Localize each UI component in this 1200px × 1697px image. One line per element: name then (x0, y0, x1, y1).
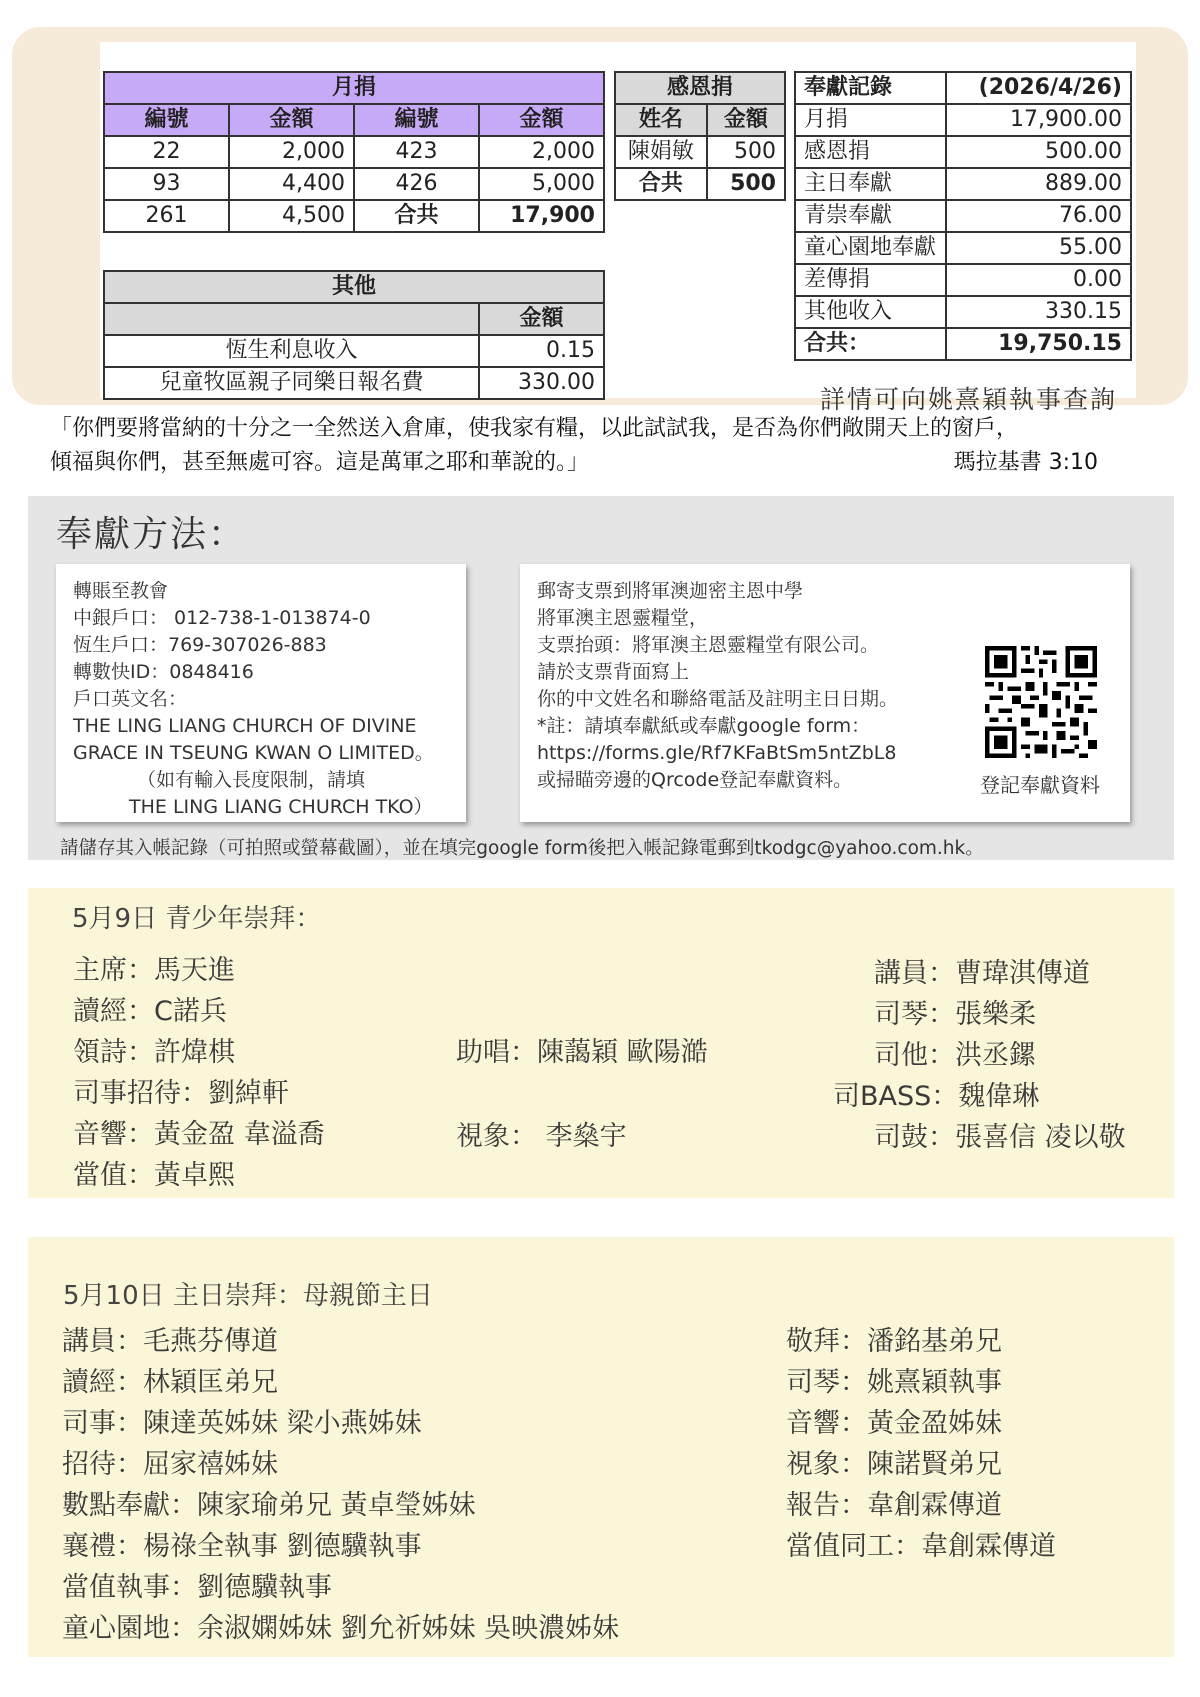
bank-line: 恆生戶口：769-307026-883 (73, 634, 327, 656)
cheque-line: 郵寄支票到將軍澳迦密主恩中學 (537, 580, 804, 602)
column-header: 金額 (229, 104, 354, 136)
column-header: 姓名 (615, 104, 707, 136)
column-header: 金額 (707, 104, 785, 136)
table-cell: 青崇奉獻 (795, 200, 946, 232)
table-cell: 2,000 (479, 136, 604, 168)
bank-line: 轉賬至教會 (73, 580, 169, 602)
qr-caption: 登記奉獻資料 (980, 773, 1100, 797)
youth-guitar: 司他：洪丞鏍 (874, 1040, 1036, 1071)
table-cell: 330.15 (946, 296, 1131, 328)
table-cell: 童心園地奉獻 (795, 232, 946, 264)
table-cell: 恆生利息收入 (104, 335, 479, 367)
table-row (104, 335, 604, 367)
youth-usher: 司事招待：劉綽軒 (73, 1078, 289, 1109)
table-cell: 感恩捐 (795, 136, 946, 168)
cheque-line: 支票抬頭：將軍澳主恩靈糧堂有限公司。 (537, 634, 880, 656)
thanks-total-label: 合共 (615, 168, 707, 200)
table-row (795, 232, 1131, 264)
sunday-duty-item: 當值執事：劉德驥執事 (62, 1572, 332, 1603)
table-cell: 4,500 (229, 200, 354, 232)
thanks-total-value: 500 (707, 168, 785, 200)
bank-line: 戶口英文名： (73, 688, 188, 710)
column-header: 編號 (104, 104, 229, 136)
verse-line: 「你們要將當納的十分之一全然送入倉庫，使我家有糧，以此試試我，是否為你們敞開天上的窗戶， (50, 416, 1019, 441)
cheque-card (520, 564, 1130, 822)
monthly-total-label: 合共 (354, 200, 479, 232)
sunday-duty-item: 報告：韋創霖傳道 (786, 1490, 1002, 1521)
table-cell: 差傳捐 (795, 264, 946, 296)
monthly-total-value: 17,900 (479, 200, 604, 232)
sunday-duty-item: 視象：陳諾賢弟兄 (786, 1449, 1002, 1480)
giving-methods-title: 奉獻方法： (56, 514, 247, 555)
column-header: 金額 (479, 303, 604, 335)
bank-line: 轉數快ID：0848416 (73, 661, 254, 683)
google-form-link[interactable]: https://forms.gle/Rf7KFaBtSm5ntZbL8 (537, 742, 897, 764)
bank-note: THE LING LIANG CHURCH TKO） (129, 796, 433, 818)
qr-code-icon[interactable] (985, 646, 1097, 758)
table-cell: 55.00 (946, 232, 1131, 264)
sunday-duty-item: 數點奉獻：陳家瑜弟兄 黃卓瑩姊妹 (62, 1490, 476, 1521)
table-row (104, 200, 604, 232)
table-cell: 陳娟敏 (615, 136, 707, 168)
offering-record-table (794, 71, 1132, 361)
table-cell: 兒童牧區親子同樂日報名費 (104, 367, 479, 399)
table-row (795, 104, 1131, 136)
cheque-line: 將軍澳主恩靈糧堂， (537, 607, 709, 629)
giving-methods-section (28, 496, 1174, 860)
bank-line: GRACE IN TSEUNG KWAN O LIMITED。 (73, 742, 434, 764)
bank-transfer-card (56, 564, 466, 822)
record-inquiry-note: 詳情可向姚熹穎執事查詢 (820, 385, 1118, 414)
sunday-duty-item: 讀經：林穎匡弟兄 (62, 1367, 278, 1398)
sunday-duty-item: 當值同工：韋創霖傳道 (786, 1531, 1056, 1562)
monthly-offering-table (103, 71, 605, 233)
bank-line: 中銀戶口： 012-738-1-013874-0 (73, 607, 371, 629)
youth-worship-title: 5月9日 青少年崇拜： (72, 904, 322, 934)
table-cell: 889.00 (946, 168, 1131, 200)
sunday-duty-item: 童心園地：余淑嫻姊妹 劉允祈姊妹 吳映濃姊妹 (62, 1613, 620, 1644)
table-cell: 2,000 (229, 136, 354, 168)
giving-methods-footer: 請儲存其入帳記錄（可拍照或螢幕截圖），並在填完google form後把入帳記錄電郵到tkodgc@yahoo.com.hk。 (60, 838, 984, 859)
table-row (104, 168, 604, 200)
table-row (615, 136, 785, 168)
sunday-worship-title: 5月10日 主日崇拜：母親節主日 (63, 1281, 433, 1311)
sunday-duty-item: 講員：毛燕芬傳道 (62, 1326, 278, 1357)
youth-speaker: 講員：曹瑋淇傳道 (874, 958, 1090, 989)
table-cell: 22 (104, 136, 229, 168)
monthly-table-title: 月捐 (104, 72, 604, 104)
sunday-duty-item: 司琴：姚熹穎執事 (786, 1367, 1002, 1398)
record-total-value: 19,750.15 (946, 328, 1131, 360)
verse-reference: 瑪拉基書 3:10 (953, 450, 1098, 475)
youth-visual: 視象： 李燊宇 (456, 1121, 627, 1152)
youth-piano: 司琴：張樂柔 (874, 999, 1036, 1030)
cheque-line: *註：請填奉獻紙或奉獻google form： (537, 715, 871, 737)
column-header: 編號 (354, 104, 479, 136)
youth-chair: 主席：馬天進 (73, 955, 235, 986)
youth-poem: 領詩：許煒棋 (73, 1037, 235, 1068)
table-row (104, 136, 604, 168)
youth-bass: 司BASS：魏偉琳 (833, 1081, 1040, 1112)
other-income-table (103, 270, 605, 400)
table-cell: 76.00 (946, 200, 1131, 232)
table-row (615, 168, 785, 200)
scripture-verse (50, 412, 1100, 480)
sunday-worship-section (28, 1237, 1174, 1657)
table-row (795, 264, 1131, 296)
table-cell: 0.15 (479, 335, 604, 367)
table-cell: 93 (104, 168, 229, 200)
table-cell: 4,400 (229, 168, 354, 200)
youth-worship-section (28, 888, 1174, 1198)
offering-tables-area (100, 42, 1136, 414)
youth-backing-vocal: 助唱：陳藹穎 歐陽澔 (456, 1037, 708, 1068)
table-cell: 423 (354, 136, 479, 168)
table-cell: 其他收入 (795, 296, 946, 328)
sunday-duty-item: 敬拜：潘銘基弟兄 (786, 1326, 1002, 1357)
table-cell: 426 (354, 168, 479, 200)
sunday-duty-item: 襄禮：楊祿全執事 劉德驥執事 (62, 1531, 422, 1562)
youth-reading: 讀經：C諾兵 (73, 996, 227, 1027)
table-row (795, 168, 1131, 200)
others-table-title: 其他 (104, 271, 604, 303)
sunday-duty-item: 招待：屈家禧姊妹 (62, 1449, 278, 1480)
table-row (795, 296, 1131, 328)
table-cell: 500 (707, 136, 785, 168)
record-date: (2026/4/26) (946, 72, 1131, 104)
table-cell: 261 (104, 200, 229, 232)
bank-note: （如有輸入長度限制，請填 (137, 769, 366, 791)
table-row (795, 200, 1131, 232)
thanks-table-title: 感恩捐 (615, 72, 785, 104)
table-row (104, 367, 604, 399)
bank-line: THE LING LIANG CHURCH OF DIVINE (73, 715, 417, 737)
table-cell: 0.00 (946, 264, 1131, 296)
sunday-duty-item: 音響：黃金盈姊妹 (786, 1408, 1002, 1439)
table-cell: 330.00 (479, 367, 604, 399)
youth-sound: 音響：黃金盈 韋溢喬 (73, 1119, 325, 1150)
table-cell: 5,000 (479, 168, 604, 200)
table-cell: 主日奉獻 (795, 168, 946, 200)
record-total-label: 合共： (795, 328, 946, 360)
youth-duty: 當值：黃卓熙 (73, 1160, 235, 1191)
column-header: 金額 (479, 104, 604, 136)
table-cell: 月捐 (795, 104, 946, 136)
table-cell: 17,900.00 (946, 104, 1131, 136)
column-header (104, 303, 479, 335)
cheque-line: 請於支票背面寫上 (537, 661, 690, 683)
table-cell: 500.00 (946, 136, 1131, 168)
record-table-title: 奉獻記錄 (795, 72, 946, 104)
verse-line: 傾福與你們，甚至無處可容。這是萬軍之耶和華說的。」 (50, 450, 590, 475)
cheque-line: 你的中文姓名和聯絡電話及註明主日日期。 (537, 688, 899, 710)
sunday-duty-item: 司事：陳達英姊妹 梁小燕姊妹 (62, 1408, 422, 1439)
offering-summary-panel (12, 27, 1188, 414)
thanksgiving-offering-table (614, 71, 786, 201)
table-row (795, 136, 1131, 168)
youth-drum: 司鼓：張喜信 凌以敬 (874, 1122, 1126, 1153)
cheque-line: 或掃瞄旁邊的Qrcode登記奉獻資料。 (537, 769, 853, 791)
table-row (795, 328, 1131, 360)
